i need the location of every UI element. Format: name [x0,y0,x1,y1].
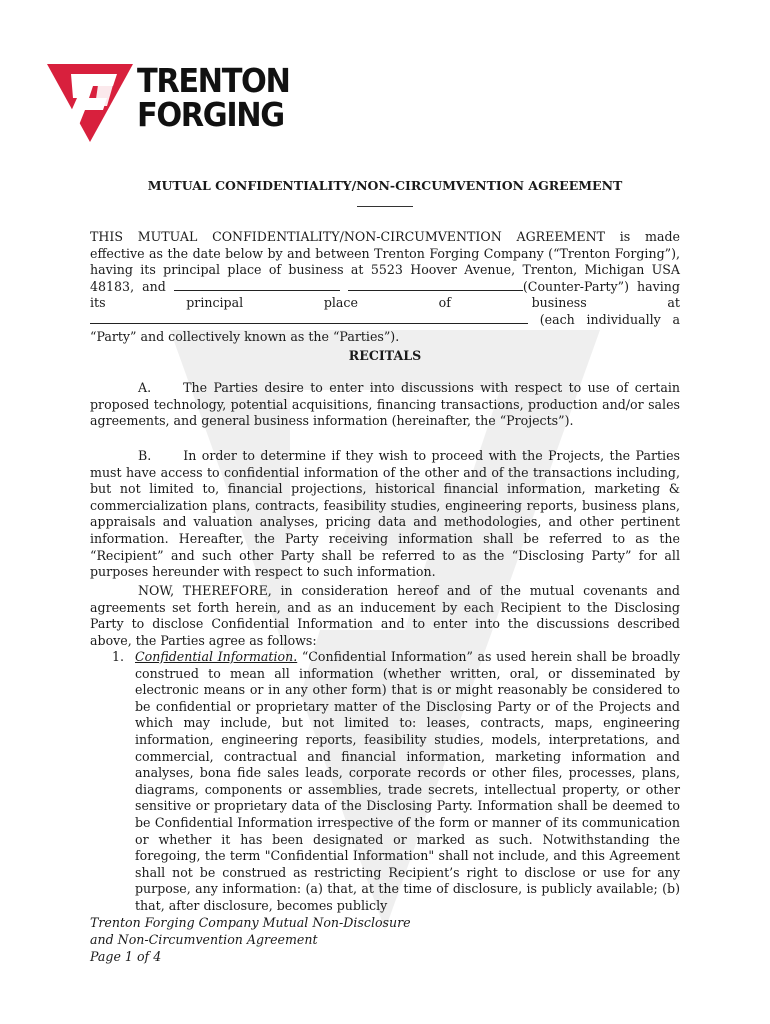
section-1-number: 1. [112,649,125,664]
recital-b [90,448,680,581]
document-title: MUTUAL CONFIDENTIALITY/NON-CIRCUMVENTION AGREEMENT [147,178,623,193]
intro-text-2: (Counter-Party”) having its principal place of business at [90,278,680,311]
recital-a-label: A. [138,380,152,395]
footer-line-2: and Non-Circumvention Agreement [90,932,318,947]
recital-b-label: B. [138,448,152,463]
intro-text-3: (each individually a “Party” and collectively known as the “Parties”). [90,311,680,344]
recital-b-text: In order to determine if they wish to proceed with the Projects, the Parties must have access to confidential information of the other and of the transactions including, but not limited to, financial projections, historical financial information, marketing & commercialization plans, contracts, feasibility studies, engineering reports, business plans, appraisals and valuation analyses, pricing data and methodologies, and other pertinent information. Hereafter, the Party receiving information shall be referred to as the “Recipient” and such other Party shall be referred to as the “Disclosing Party” for all purposes hereunder with respect to such information. [90,448,680,580]
footer-line-1: Trenton Forging Company Mutual Non-Disclosure [90,915,411,930]
section-1-text: “Confidential Information” as used herein shall be broadly construed to mean all information (whether written, oral, or disseminated by electronic means or in any other form) that is or might reasonably be considered to be confidential or proprietary matter of the Disclosing Party or of the Projects and which may include, but not limited to: leases, contracts, maps, engineering information, engineering reports, feasibility studies, models, interpretations, and commercial, contractual and financial information, marketing information and analyses, bona fide sales leads, corporate records or other files, processes, plans, diagrams, components or assemblies, trade secrets, intellectual property, or other sensitive or proprietary data of the Disclosing Party. Information shall be deemed to be Confidential Information irrespective of the form or manner of its communication or whether it has been designated or marked as such. Notwithstanding the foregoing, the term "Confidential Information" shall not include, and this Agreement shall not be construed as restricting Recipient’s right to disclose or use for any purpose, any information: (a) that, at the time of disclosure, is publicly available; (b) that, after disclosure, becomes publicly [135,649,680,913]
footer-page-number: Page 1 of 4 [90,949,162,964]
address-blank[interactable] [90,312,528,324]
intro-paragraph [90,229,680,345]
now-therefore-paragraph: NOW, THEREFORE, in consideration hereof and of the mutual covenants and agreements set forth herein, and as an inducement by each Recipient to the Disclosing Party to disclose Confidential Information and to enter into the discussions described above, the Parties agree as follows: [90,583,680,648]
page-footer [90,914,411,965]
counter-party-blank-1[interactable] [174,279,340,291]
recital-a [90,380,680,430]
recital-a-text: The Parties desire to enter into discussions with respect to use of certain proposed technology, potential acquisitions, financing transactions, production and/or sales agreements, and general business information (hereinafter, the “Projects”). [90,380,680,429]
logo-line-2: FORGING [137,95,284,134]
intro-text-1: THIS MUTUAL CONFIDENTIALITY/NON-CIRCUMVENTION AGREEMENT is made effective as the date below by and between Trenton Forging Company (“Trenton Forging”), having its principal place of business at 5523 Hoover Avenue, Trenton, Michigan USA 48183, and [90,229,680,294]
title-underline [357,206,413,207]
section-1-body [135,649,680,915]
counter-party-blank-2[interactable] [348,279,523,291]
section-1-heading: Confidential Information. [135,649,298,664]
logo-wordmark [137,61,290,134]
recitals-heading: RECITALS [348,348,422,363]
logo-line-1: TRENTON [137,61,290,100]
